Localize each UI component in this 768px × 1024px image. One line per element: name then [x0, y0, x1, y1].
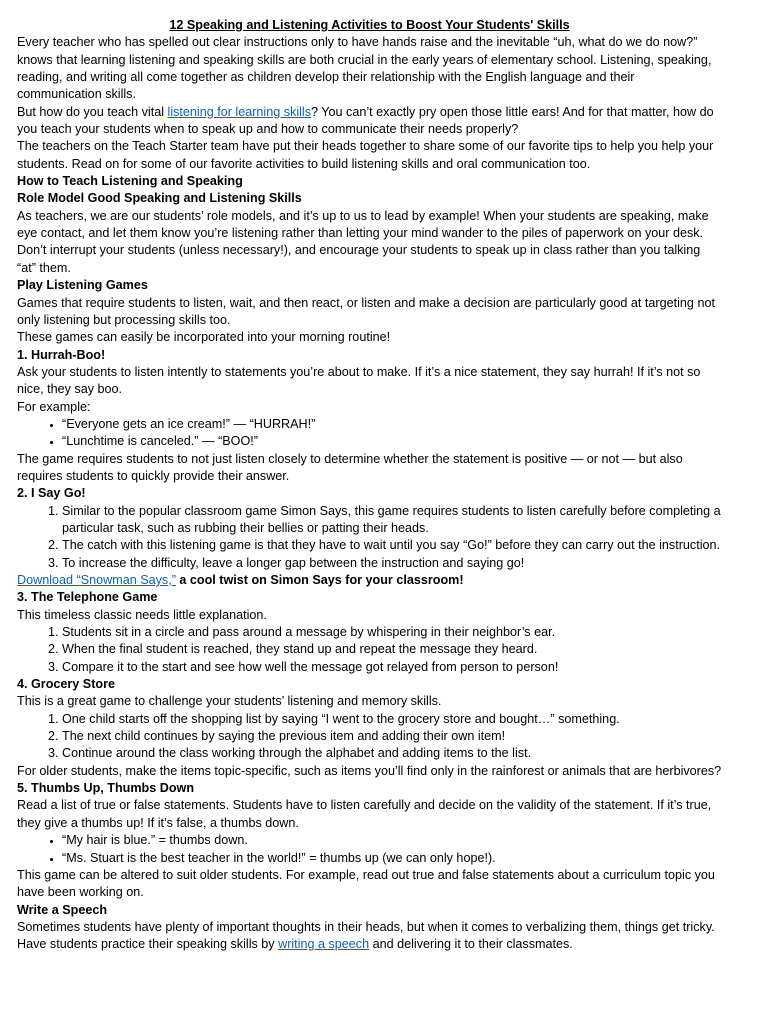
telephone-steps [17, 624, 722, 676]
list-item: 1. Similar to the popular classroom game Simon Says, this game requires students to listen carefully before completing a particular task, such as rubbing their bellies or patting their heads. [62, 503, 722, 538]
hurrah-boo-after-paragraph: The game requires students to not just listen closely to determine whether the statement is positive — or not — but also requires students to quickly provide their answer. [17, 451, 683, 483]
speech-text-after-link: and delivering it to their classmates. [369, 937, 573, 952]
hurrah-boo-paragraph: Ask your students to listen intently to statements you’re about to make. If it’s a nice statement, they say hurrah! If it’s not so nice, they say boo. [17, 364, 701, 397]
grocery-paragraph: This is a great game to challenge your students’ listening and memory skills. [17, 694, 442, 709]
list-item: 3. To increase the difficulty, leave a longer gap between the instruction and saying go! [62, 555, 722, 572]
play-games-paragraph-1: Games that require students to listen, wait, and then react, or listen and make a decision are particularly good at targeting not only listening but processing skills too. [17, 295, 715, 327]
role-model-paragraph: As teachers, we are our students’ role models, and it’s up to us to lead by example! When your students are speaking, make eye contact, and let them know you’re listening rather than letting your mind wander to the piles of paperwork on your desk. Don’t interrupt your students (unless necessary!), and encourage your students to speak up in class rather than you talking “at” them. [17, 208, 709, 275]
list-item: 1. Students sit in a circle and pass around a message by whispering in their neighbor’s ear. [62, 624, 722, 641]
list-item: 2. When the final student is reached, they stand up and repeat the message they heard. [62, 641, 722, 658]
thumbs-examples [17, 832, 722, 867]
writing-a-speech-link[interactable]: writing a speech [278, 937, 370, 952]
list-item: 1. One child starts off the shopping list by saying “I went to the grocery store and bought…” something. [62, 711, 722, 728]
list-item: 3. Continue around the class working through the alphabet and adding items to the list. [62, 745, 722, 762]
hurrah-boo-heading: 1. Hurrah-Boo! [17, 347, 106, 362]
grocery-steps [17, 711, 722, 763]
list-item: 2. The next child continues by saying the previous item and adding their own item! [62, 728, 722, 745]
write-speech-paragraph [17, 919, 722, 954]
intro-paragraph-3: The teachers on the Teach Starter team have put their heads together to share some of our favorite tips to help you help your students. Read on for some of our favorite activities to build listening skills and oral communication too. [17, 139, 714, 171]
thumbs-after-paragraph: This game can be altered to suit older students. For example, read out true and false statements about a curriculum topic you have been working on. [17, 867, 715, 900]
document-title: 12 Speaking and Listening Activities to Boost Your Students' Skills [169, 18, 570, 32]
list-item: 3. Compare it to the start and see how well the message got relayed from person to person! [62, 659, 722, 676]
snowman-says-text: a cool twist on Simon Says for your classroom! [175, 573, 464, 587]
list-item: • “Everyone gets an ice cream!” — “HURRAH!” [62, 416, 722, 433]
list-item: • “My hair is blue.” = thumbs down. [62, 832, 722, 849]
list-item: 2. The catch with this listening game is that they have to wait until you say “Go!” before they can carry out the instruction. [62, 537, 722, 554]
i-say-go-steps [17, 503, 722, 572]
telephone-paragraph: This timeless classic needs little explanation. [17, 607, 267, 622]
role-model-heading: Role Model Good Speaking and Listening Skills [17, 191, 302, 206]
example-label: For example: [17, 399, 91, 414]
intro-text-after-link: ? You can’t exactly pry open those little ears! And for that matter, how do you teach your students when to speak up and how to communicate their needs properly? [17, 104, 714, 137]
list-item: • “Ms. Stuart is the best teacher in the world!” = thumbs up (we can only hope!). [62, 850, 722, 867]
write-speech-heading: Write a Speech [17, 902, 108, 917]
intro-paragraph-2 [17, 104, 722, 139]
telephone-heading: 3. The Telephone Game [17, 590, 158, 605]
list-item: • “Lunchtime is canceled.” — “BOO!” [62, 433, 722, 450]
grocery-heading: 4. Grocery Store [17, 677, 115, 692]
intro-text-before-link: But how do you teach vital [17, 104, 168, 119]
how-to-heading: How to Teach Listening and Speaking [17, 174, 243, 189]
play-games-paragraph-2: These games can easily be incorporated into your morning routine! [17, 330, 391, 345]
snowman-says-download-link[interactable]: Download “Snowman Says,” [17, 573, 176, 587]
grocery-after-paragraph: For older students, make the items topic-specific, such as items you’ll find only in the rainforest or animals that are herbivores? [17, 763, 722, 778]
listening-for-learning-link[interactable]: listening for learning skills [167, 104, 312, 119]
thumbs-heading: 5. Thumbs Up, Thumbs Down [17, 781, 195, 796]
snowman-says-line [17, 572, 722, 589]
i-say-go-heading: 2. I Say Go! [17, 486, 86, 501]
intro-paragraph-1: Every teacher who has spelled out clear instructions only to have hands raise and the inevitable “uh, what do we do now?” knows that learning listening and speaking skills are both crucial in the early years of elementary school. Listening, speaking, reading, and writing all come together as children develop their relationship with the English language and their communication skills. [17, 35, 712, 102]
hurrah-boo-examples [17, 416, 722, 451]
play-games-heading: Play Listening Games [17, 278, 148, 293]
thumbs-paragraph: Read a list of true or false statements. Students have to listen carefully and decide on the validity of the statement. If it’s true, they give a thumbs up! If it’s false, a thumbs down. [17, 798, 712, 830]
speech-text-before-link: Sometimes students have plenty of important thoughts in their heads, but when it comes to verbalizing them, things get tricky. Have students practice their speaking skills by [17, 919, 715, 952]
